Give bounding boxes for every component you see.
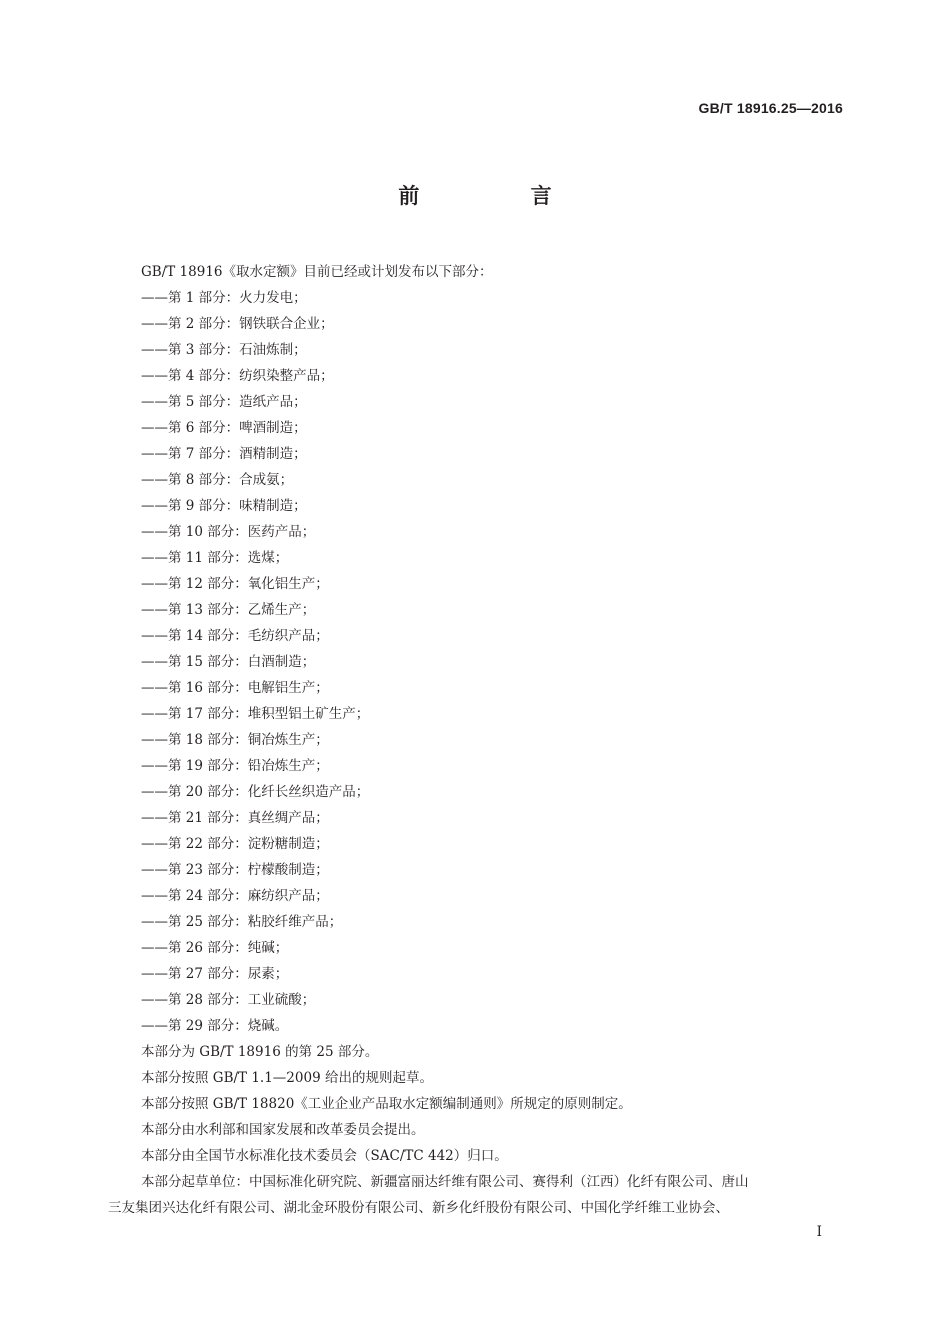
document-body: [108, 259, 844, 1221]
part-list-item: ——第 26 部分：纯碱；: [141, 940, 289, 956]
statement-paragraph: 本部分按照 GB/T 1.1—2009 给出的规则起草。: [141, 1070, 433, 1086]
part-list-item: ——第 12 部分：氧化铝生产；: [141, 576, 329, 592]
statement-paragraph: 本部分按照 GB/T 18820《工业企业产品取水定额编制通则》所规定的原则制定。: [141, 1096, 632, 1112]
part-list-item: ——第 10 部分：医药产品；: [141, 524, 316, 540]
statements-list: [108, 1039, 844, 1195]
part-list-item: ——第 16 部分：电解铝生产；: [141, 680, 329, 696]
part-list-item: ——第 11 部分：选煤；: [141, 550, 289, 566]
part-list-item: ——第 13 部分：乙烯生产；: [141, 602, 316, 618]
statement-paragraph: 本部分由全国节水标准化技术委员会（SAC/TC 442）归口。: [141, 1148, 508, 1164]
part-list-item: ——第 14 部分：毛纺织产品；: [141, 628, 329, 644]
part-list-item: ——第 28 部分：工业硫酸；: [141, 992, 316, 1008]
part-list-item: ——第 17 部分：堆积型铝土矿生产；: [141, 706, 370, 722]
part-list-item: ——第 3 部分：石油炼制；: [141, 342, 307, 358]
part-list-item: ——第 4 部分：纺织染整产品；: [141, 368, 334, 384]
statement-paragraph: 本部分由水利部和国家发展和改革委员会提出。: [141, 1122, 425, 1138]
parts-list: [108, 285, 844, 1039]
page-number: I: [816, 1224, 822, 1240]
part-list-item: ——第 24 部分：麻纺织产品；: [141, 888, 329, 904]
part-list-item: ——第 7 部分：酒精制造；: [141, 446, 307, 462]
part-list-item: ——第 20 部分：化纤长丝织造产品；: [141, 784, 370, 800]
part-list-item: ——第 9 部分：味精制造；: [141, 498, 307, 514]
standard-code: GB/T 18916.25—2016: [698, 100, 843, 116]
part-list-item: ——第 1 部分：火力发电；: [141, 290, 307, 306]
part-list-item: ——第 29 部分：烧碱。: [141, 1018, 289, 1034]
part-list-item: ——第 23 部分：柠檬酸制造；: [141, 862, 329, 878]
part-list-item: ——第 19 部分：铅冶炼生产；: [141, 758, 329, 774]
statement-paragraph: 本部分为 GB/T 18916 的第 25 部分。: [141, 1044, 379, 1060]
part-list-item: ——第 5 部分：造纸产品；: [141, 394, 307, 410]
intro-paragraph: GB/T 18916《取水定额》目前已经或计划发布以下部分：: [141, 264, 493, 280]
statement-paragraph: 本部分起草单位：中国标准化研究院、新疆富丽达纤维有限公司、赛得利（江西）化纤有限公司、唐山: [141, 1174, 749, 1190]
continuation-line: 三友集团兴达化纤有限公司、湖北金环股份有限公司、新乡化纤股份有限公司、中国化学纤维工业协会、: [108, 1200, 729, 1216]
part-list-item: ——第 25 部分：粘胶纤维产品；: [141, 914, 343, 930]
part-list-item: ——第 18 部分：铜冶炼生产；: [141, 732, 329, 748]
part-list-item: ——第 21 部分：真丝绸产品；: [141, 810, 329, 826]
page-title: 前 言: [398, 184, 604, 208]
part-list-item: ——第 22 部分：淀粉糖制造；: [141, 836, 329, 852]
part-list-item: ——第 6 部分：啤酒制造；: [141, 420, 307, 436]
part-list-item: ——第 15 部分：白酒制造；: [141, 654, 316, 670]
part-list-item: ——第 8 部分：合成氨；: [141, 472, 294, 488]
part-list-item: ——第 2 部分：钢铁联合企业；: [141, 316, 334, 332]
part-list-item: ——第 27 部分：尿素；: [141, 966, 289, 982]
